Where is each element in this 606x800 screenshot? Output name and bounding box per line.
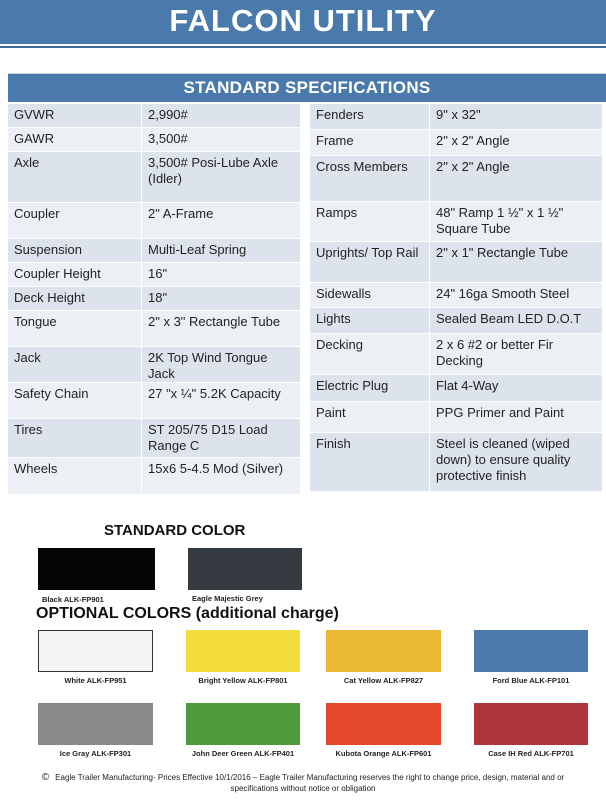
swatch-ice-gray xyxy=(38,703,153,745)
spec-label: GVWR xyxy=(8,104,141,127)
spec-value: 3,500# Posi-Lube Axle (Idler) xyxy=(142,152,300,202)
swatch-john-deer-green xyxy=(186,703,300,745)
spec-value: 18" xyxy=(142,287,300,310)
spec-label: Fenders xyxy=(310,104,429,129)
spec-value: 9" x 32" xyxy=(430,104,602,129)
footer-text-2: specifications without notice or obligation xyxy=(230,784,376,793)
spec-row-sidewalls xyxy=(310,283,602,307)
swatch-label: Bright Yellow ALK-FP801 xyxy=(198,676,288,685)
swatch-cat-yellow xyxy=(326,630,441,672)
spec-row-paint xyxy=(310,402,602,432)
spec-row-decking xyxy=(310,334,602,374)
spec-row-gvwr xyxy=(8,104,300,127)
spec-row-fenders xyxy=(310,104,602,129)
spec-row-uprights-top-rail xyxy=(310,242,602,282)
spec-label: Decking xyxy=(310,334,429,374)
spec-row-axle xyxy=(8,152,300,202)
swatch-label: Eagle Majestic Grey xyxy=(192,594,263,603)
swatch-white xyxy=(38,630,153,672)
spec-row-frame xyxy=(310,130,602,155)
spec-label: Tires xyxy=(8,419,141,457)
spec-label: Finish xyxy=(310,433,429,491)
spec-row-coupler xyxy=(8,203,300,238)
spec-value: 2" A-Frame xyxy=(142,203,300,238)
swatch-kubota-orange xyxy=(326,703,441,745)
spec-value: 2" x 3" Rectangle Tube xyxy=(142,311,300,346)
spec-row-gawr xyxy=(8,128,300,151)
swatch-label: Black ALK-FP901 xyxy=(42,595,104,604)
spec-value: 15x6 5-4.5 Mod (Silver) xyxy=(142,458,300,494)
swatch-label: Cat Yellow ALK-FP827 xyxy=(343,676,424,685)
spec-row-coupler-height xyxy=(8,263,300,286)
spec-row-wheels xyxy=(8,458,300,494)
spec-label: Deck Height xyxy=(8,287,141,310)
spec-label: Coupler xyxy=(8,203,141,238)
copyright-icon: © xyxy=(41,772,50,783)
spec-label: Axle xyxy=(8,152,141,202)
swatch-case-ih-red xyxy=(474,703,588,745)
spec-row-finish xyxy=(310,433,602,491)
specs-banner xyxy=(8,74,606,102)
spec-row-lights xyxy=(310,308,602,333)
spec-value: Sealed Beam LED D.O.T xyxy=(430,308,602,333)
swatch-bright-yellow xyxy=(186,630,300,672)
spec-label: Sidewalls xyxy=(310,283,429,307)
spec-value: 2" x 2" Angle xyxy=(430,156,602,201)
spec-row-tires xyxy=(8,419,300,457)
spec-value: 2K Top Wind Tongue Jack xyxy=(142,347,300,382)
spec-label: Jack xyxy=(8,347,141,382)
swatch-label: Kubota Orange ALK-FP601 xyxy=(335,749,432,758)
spec-value: 2 x 6 #2 or better Fir Decking xyxy=(430,334,602,374)
spec-label: Uprights/ Top Rail xyxy=(310,242,429,282)
swatch-label: Case IH Red ALK-FP701 xyxy=(488,749,574,758)
footer-line-1 xyxy=(0,772,606,783)
swatch-label: White ALK-FP951 xyxy=(64,676,127,685)
spec-value: ST 205/75 D15 Load Range C xyxy=(142,419,300,457)
footer-disclaimer xyxy=(0,772,606,794)
optional-colors-heading: OPTIONAL COLORS (additional charge) xyxy=(36,605,339,622)
page-title: FALCON UTILITY xyxy=(169,3,437,38)
specs-title: STANDARD SPECIFICATIONS xyxy=(183,78,431,97)
spec-label: Electric Plug xyxy=(310,375,429,401)
spec-label: Paint xyxy=(310,402,429,432)
spec-label: Lights xyxy=(310,308,429,333)
spec-value: 2,990# xyxy=(142,104,300,127)
spec-label: Frame xyxy=(310,130,429,155)
spec-row-electric-plug xyxy=(310,375,602,401)
swatch-black xyxy=(38,548,155,590)
spec-value: 2" x 2" Angle xyxy=(430,130,602,155)
swatch-eagle-majestic-grey xyxy=(188,548,302,590)
swatch-label: John Deer Green ALK-FP401 xyxy=(191,749,295,758)
header-bar xyxy=(0,0,606,44)
spec-row-cross-members xyxy=(310,156,602,201)
header-divider xyxy=(0,46,606,48)
spec-value: PPG Primer and Paint xyxy=(430,402,602,432)
footer-text-1: Eagle Trailer Manufacturing- Prices Effective 10/1/2016 – Eagle Trailer Manufacturing reserves the right to change price, design, material and or xyxy=(55,773,565,782)
spec-value: 24" 16ga Smooth Steel xyxy=(430,283,602,307)
spec-value: 2" x 1" Rectangle Tube xyxy=(430,242,602,282)
spec-row-tongue xyxy=(8,311,300,346)
spec-row-suspension xyxy=(8,239,300,262)
spec-label: Cross Members xyxy=(310,156,429,201)
spec-row-ramps xyxy=(310,202,602,241)
spec-value: 27 "x ¼" 5.2K Capacity xyxy=(142,383,300,418)
swatch-label: Ford Blue ALK-FP101 xyxy=(492,676,570,685)
spec-row-jack xyxy=(8,347,300,382)
spec-value: Multi-Leaf Spring xyxy=(142,239,300,262)
spec-label: Ramps xyxy=(310,202,429,241)
spec-label: Coupler Height xyxy=(8,263,141,286)
spec-row-safety-chain xyxy=(8,383,300,418)
spec-label: Wheels xyxy=(8,458,141,494)
spec-value: Steel is cleaned (wiped down) to ensure quality protective finish xyxy=(430,433,602,491)
spec-label: Safety Chain xyxy=(8,383,141,418)
spec-value: 48" Ramp 1 ½" x 1 ½" Square Tube xyxy=(430,202,602,241)
spec-value: Flat 4-Way xyxy=(430,375,602,401)
spec-label: GAWR xyxy=(8,128,141,151)
swatch-ford-blue xyxy=(474,630,588,672)
spec-label: Suspension xyxy=(8,239,141,262)
standard-color-heading: STANDARD COLOR xyxy=(104,522,246,539)
spec-value: 3,500# xyxy=(142,128,300,151)
swatch-label: Ice Gray ALK-FP301 xyxy=(59,749,132,758)
spec-label: Tongue xyxy=(8,311,141,346)
spec-row-deck-height xyxy=(8,287,300,310)
spec-value: 16" xyxy=(142,263,300,286)
